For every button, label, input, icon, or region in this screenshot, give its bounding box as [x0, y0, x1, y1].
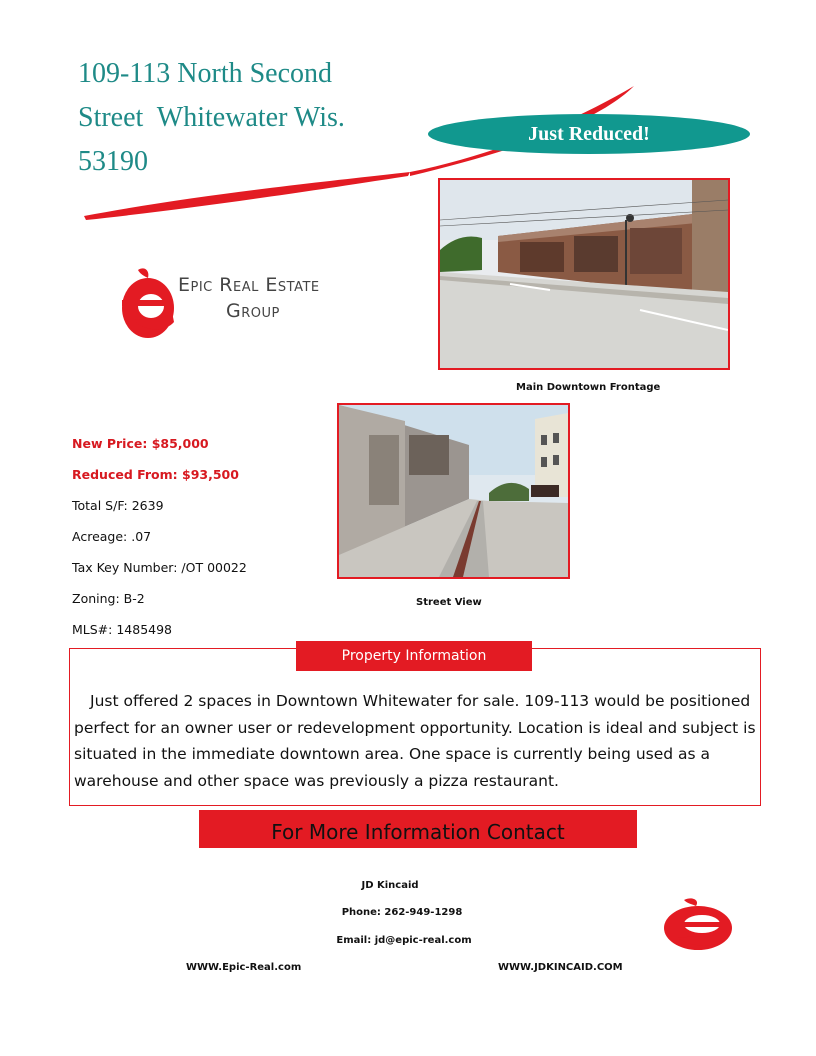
- badge-label: Just Reduced!: [528, 122, 650, 145]
- property-description: Just offered 2 spaces in Downtown Whitewater for sale. 109-113 would be positioned perfect for an owner user or redevelopment opportunity. Location is ideal and subject is situated in the immediate downtown area. One space is currently being used as a warehouse and other space was previously a pizza restaurant.: [74, 692, 756, 790]
- caption-street-view: Street View: [416, 597, 482, 608]
- acreage: Acreage: .07: [72, 529, 152, 544]
- photo-main-frontage: [438, 178, 730, 370]
- epic-logo-icon: [120, 262, 180, 342]
- contact-banner: For More Information Contact: [199, 810, 637, 848]
- contact-email[interactable]: Email: jd@epic-real.com: [336, 935, 472, 946]
- mls-number: MLS#: 1485498: [72, 622, 173, 637]
- title-line-1: 109-113 North Second: [78, 58, 333, 89]
- caption-main-frontage: Main Downtown Frontage: [516, 382, 661, 393]
- website-link-jdkincaid[interactable]: WWW.JDKINCAID.COM: [498, 962, 623, 973]
- title-line-3: 53190: [78, 146, 148, 177]
- street-view-photo-image: [339, 405, 568, 577]
- frontage-photo-image: [440, 180, 728, 368]
- brand-wordmark: [178, 272, 320, 324]
- contact-name: JD Kincaid: [361, 880, 419, 891]
- new-price: New Price: $85,000: [72, 436, 209, 451]
- just-reduced-badge: [428, 114, 750, 154]
- photo-street-view: [337, 403, 570, 579]
- property-information-header: Property Information: [296, 641, 532, 671]
- total-square-feet: Total S/F: 2639: [72, 498, 164, 513]
- title-line-2: Street Whitewater Wis.: [78, 102, 345, 133]
- epic-logo-small-icon: [662, 896, 734, 952]
- brand-line-2: Group: [226, 300, 280, 322]
- website-link-epic-real[interactable]: WWW.Epic-Real.com: [186, 962, 302, 973]
- reduced-from-price: Reduced From: $93,500: [72, 467, 239, 482]
- brand-line-1: Epic Real Estate: [178, 274, 320, 296]
- zoning: Zoning: B-2: [72, 591, 145, 606]
- tax-key-number: Tax Key Number: /OT 00022: [72, 560, 247, 575]
- property-facts: [72, 428, 247, 645]
- contact-phone: Phone: 262-949-1298: [341, 907, 463, 918]
